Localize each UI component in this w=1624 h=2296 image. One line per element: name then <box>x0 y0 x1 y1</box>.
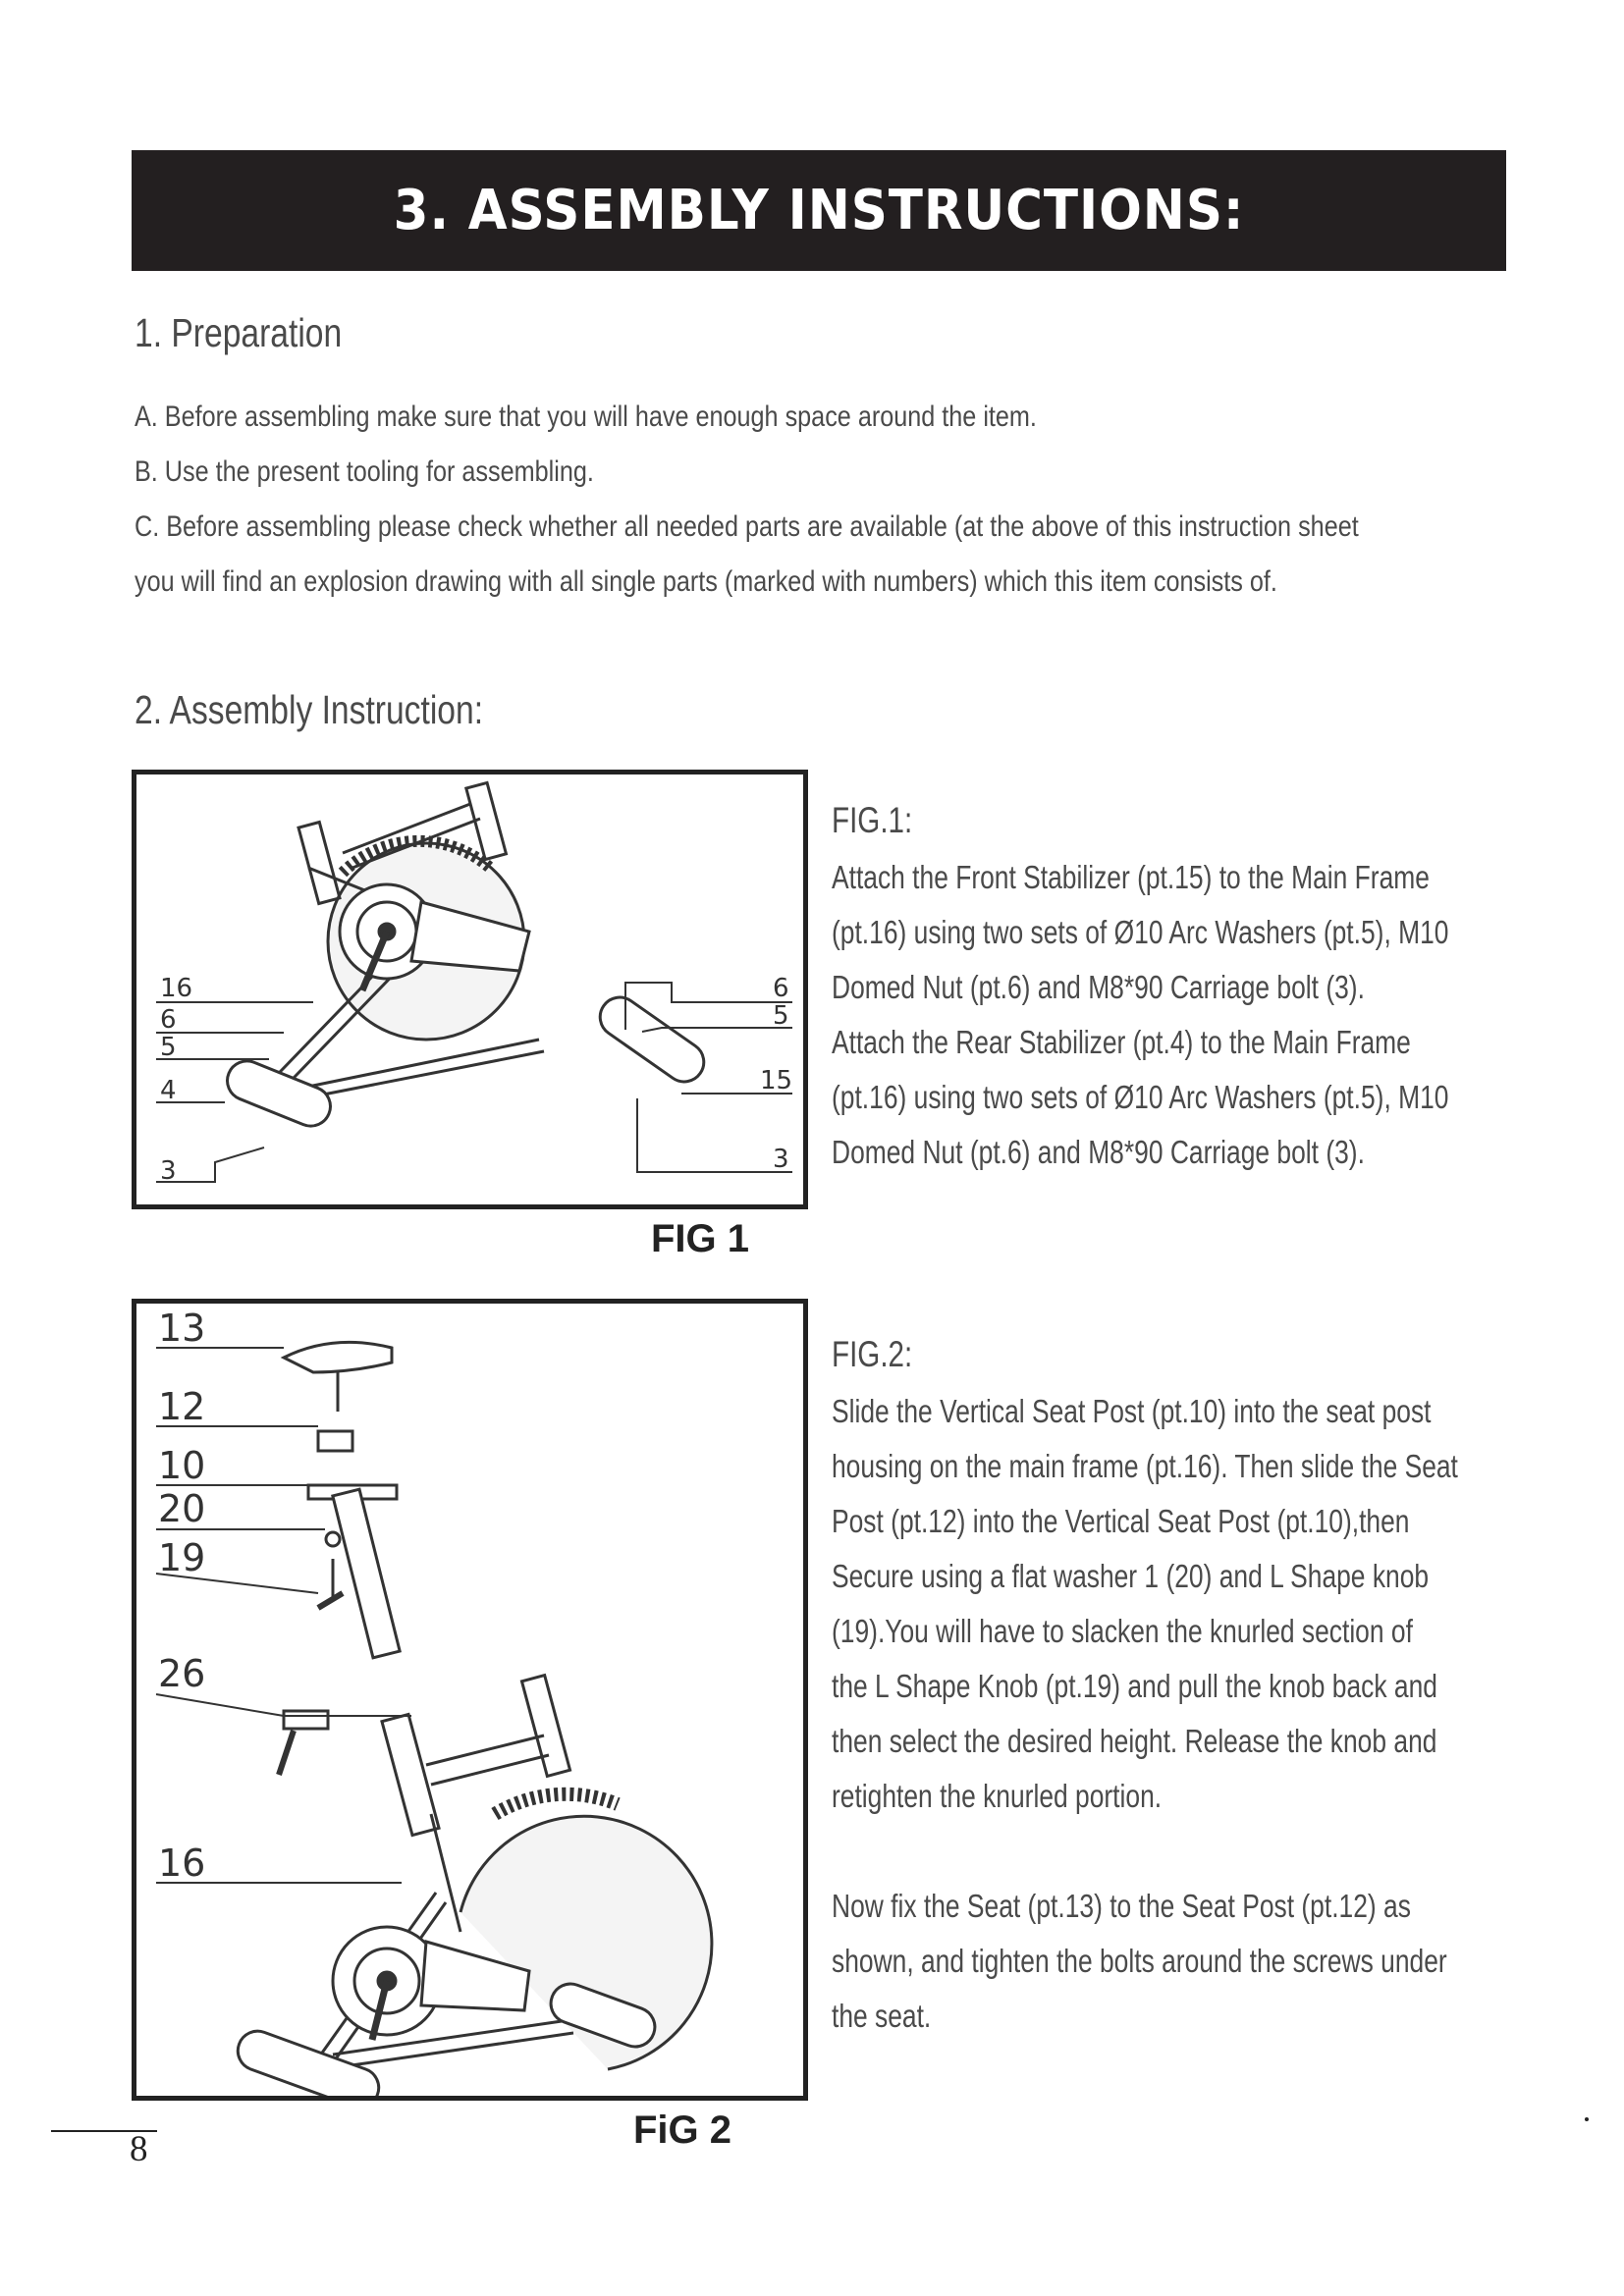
fig1-caption: FIG 1 <box>651 1217 750 1260</box>
fig2-line-9: Now fix the Seat (pt.13) to the Seat Post (pt.12) as <box>832 1888 1411 1924</box>
fig2-spacer <box>832 1824 1413 1879</box>
fig1-label-15: 15 <box>760 1066 793 1095</box>
prep-item-a: A. Before assembling make sure that you will have enough space around the item. <box>135 400 1037 433</box>
fig1-line-2: (pt.16) using two sets of Ø10 Arc Washers (pt.5), M10 <box>832 914 1449 950</box>
fig1-label-3-left: 3 <box>160 1156 177 1186</box>
fig1-bike-illustration <box>136 774 803 1204</box>
fig2-label-13: 13 <box>158 1307 206 1350</box>
fig2-label-10: 10 <box>158 1444 206 1487</box>
fig1-label-6-right: 6 <box>773 974 789 1003</box>
fig1-line-6: Domed Nut (pt.6) and M8*90 Carriage bolt (3). <box>832 1134 1365 1170</box>
fig2-line-10: shown, and tighten the bolts around the screws under <box>832 1943 1447 1979</box>
fig1-label-3-right: 3 <box>773 1145 789 1174</box>
fig2-line-1: Slide the Vertical Seat Post (pt.10) into the seat post <box>832 1393 1432 1429</box>
fig1-drawing <box>132 770 808 1209</box>
fig2-line-2: housing on the main frame (pt.16). Then slide the Seat <box>832 1448 1458 1484</box>
section-heading-assembly: 2. Assembly Instruction: <box>135 687 484 732</box>
prep-item-b: B. Use the present tooling for assembling. <box>135 455 594 488</box>
fig2-label-20: 20 <box>158 1487 206 1530</box>
fig2-caption: FiG 2 <box>633 2109 732 2152</box>
fig2-line-7: then select the desired height. Release the knob and <box>832 1723 1437 1759</box>
fig1-label-4: 4 <box>160 1076 177 1105</box>
fig2-label-16: 16 <box>158 1842 206 1885</box>
fig1-label-5-left: 5 <box>160 1033 177 1062</box>
fig1-label-16: 16 <box>160 974 193 1003</box>
fig2-title: FIG.2: <box>832 1334 913 1374</box>
page-title: 3. ASSEMBLY INSTRUCTIONS: <box>393 179 1245 242</box>
fig1-label-5-right: 5 <box>773 1001 789 1031</box>
fig2-line-4: Secure using a flat washer 1 (20) and L Shape knob <box>832 1558 1430 1594</box>
fig2-line-6: the L Shape Knob (pt.19) and pull the knob back and <box>832 1668 1437 1704</box>
fig2-description <box>832 1325 1458 2044</box>
fig2-label-19: 19 <box>158 1536 206 1579</box>
fig2-line-8: retighten the knurled portion. <box>832 1778 1163 1814</box>
page-number: 8 <box>130 2129 148 2169</box>
title-bar <box>132 150 1506 271</box>
prep-item-c: C. Before assembling please check whether all needed parts are available (at the above of this instruction sheet <box>135 510 1359 543</box>
fig1-line-1: Attach the Front Stabilizer (pt.15) to the Main Frame <box>832 859 1430 895</box>
fig2-line-5: (19).You will have to slacken the knurled section of <box>832 1613 1413 1649</box>
fig1-description <box>832 791 1449 1180</box>
fig2-bike-illustration <box>136 1304 803 2096</box>
fig2-line-3: Post (pt.12) into the Vertical Seat Post (pt.10),then <box>832 1503 1410 1539</box>
fig1-label-6-left: 6 <box>160 1005 177 1035</box>
fig1-line-5: (pt.16) using two sets of Ø10 Arc Washers (pt.5), M10 <box>832 1079 1449 1115</box>
prep-item-c-cont: you will find an explosion drawing with all single parts (marked with numbers) which this item consists of. <box>135 565 1277 598</box>
stray-dot <box>1585 2117 1589 2121</box>
section-heading-preparation: 1. Preparation <box>135 310 343 355</box>
fig1-line-3: Domed Nut (pt.6) and M8*90 Carriage bolt (3). <box>832 969 1365 1005</box>
fig1-line-4: Attach the Rear Stabilizer (pt.4) to the Main Frame <box>832 1024 1411 1060</box>
fig2-line-11: the seat. <box>832 1998 932 2034</box>
fig2-label-26: 26 <box>158 1652 206 1695</box>
fig1-title: FIG.1: <box>832 800 913 840</box>
fig2-drawing <box>132 1299 808 2101</box>
fig2-label-12: 12 <box>158 1385 206 1428</box>
